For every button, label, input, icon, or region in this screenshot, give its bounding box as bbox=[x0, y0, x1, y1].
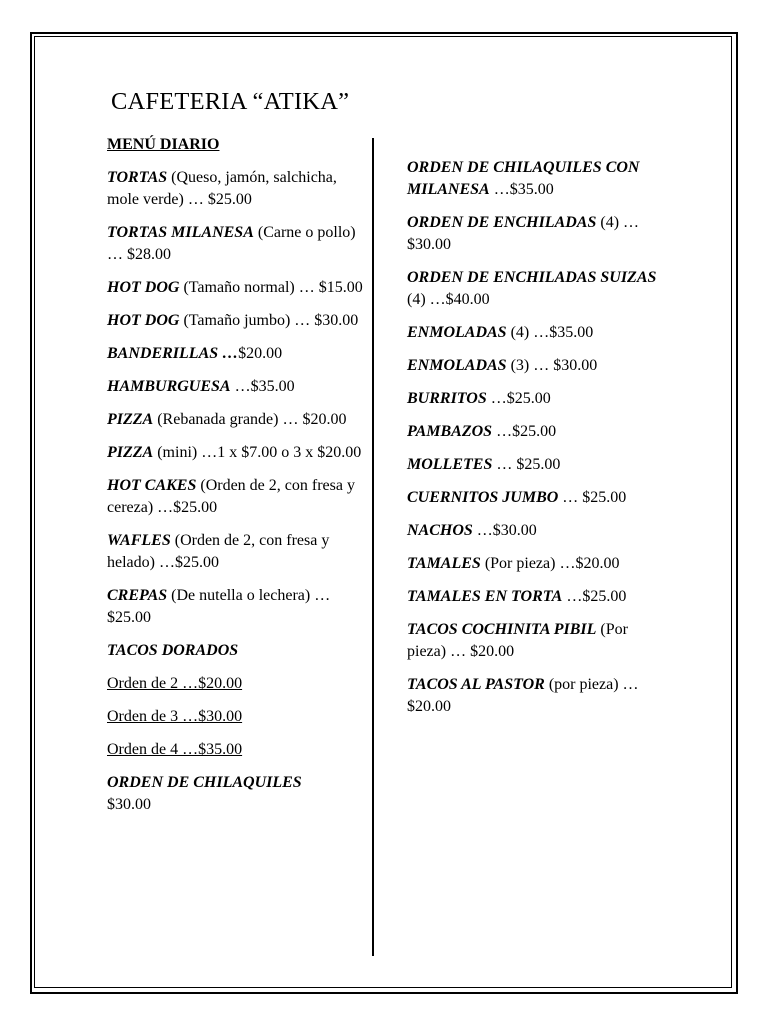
item-detail: $30.00 bbox=[107, 796, 151, 813]
menu-item bbox=[407, 520, 669, 542]
section-heading: MENÚ DIARIO bbox=[107, 136, 220, 153]
tacos-option: Orden de 3 …$30.00 bbox=[107, 708, 243, 725]
menu-right-column bbox=[407, 157, 669, 729]
menu-item bbox=[407, 157, 669, 201]
item-detail: $20.00 bbox=[238, 345, 283, 362]
item-name: TORTAS bbox=[107, 169, 168, 186]
item-name: CUERNITOS JUMBO bbox=[407, 489, 559, 506]
menu-item bbox=[107, 772, 369, 816]
item-name: ORDEN DE CHILAQUILES CON MILANESA bbox=[407, 159, 640, 198]
item-detail: …$35.00 bbox=[230, 378, 295, 395]
item-name: HOT CAKES bbox=[107, 477, 197, 494]
item-detail: (3) … $30.00 bbox=[506, 357, 598, 374]
item-name: ORDEN DE ENCHILADAS bbox=[407, 214, 597, 231]
item-detail: (Queso, jamón, salchicha, mole verde) … $25.00 bbox=[107, 169, 337, 208]
item-detail: …$35.00 bbox=[489, 181, 554, 198]
item-detail: (Orden de 2, con fresa y helado) …$25.00 bbox=[107, 532, 330, 571]
item-detail: (Tamaño normal) … $15.00 bbox=[179, 279, 363, 296]
item-detail: (Orden de 2, con fresa y cereza) …$25.00 bbox=[107, 477, 355, 516]
menu-item bbox=[107, 530, 369, 574]
menu-item bbox=[407, 421, 669, 443]
menu-item bbox=[107, 475, 369, 519]
item-name: TACOS DORADOS bbox=[107, 642, 239, 659]
item-detail: …$25.00 bbox=[562, 588, 627, 605]
menu-item bbox=[407, 674, 669, 718]
menu-item bbox=[407, 586, 669, 608]
menu-item bbox=[407, 212, 669, 256]
item-detail: …$25.00 bbox=[492, 423, 557, 440]
item-name: PAMBAZOS bbox=[407, 423, 493, 440]
menu-item bbox=[407, 619, 669, 663]
item-name: HAMBURGUESA bbox=[107, 378, 231, 395]
menu-item bbox=[407, 355, 669, 377]
menu-item bbox=[107, 442, 369, 464]
item-detail: …$25.00 bbox=[486, 390, 551, 407]
item-name: PIZZA bbox=[107, 444, 154, 461]
item-name: ORDEN DE CHILAQUILES bbox=[107, 774, 302, 791]
item-name: TACOS COCHINITA PIBIL bbox=[407, 621, 597, 638]
menu-item bbox=[107, 277, 369, 299]
item-detail: (Por pieza) …$20.00 bbox=[480, 555, 620, 572]
item-detail: (por pieza) … $20.00 bbox=[407, 676, 639, 715]
item-name: NACHOS bbox=[407, 522, 473, 539]
menu-item bbox=[407, 454, 669, 476]
item-name: TAMALES EN TORTA bbox=[407, 588, 563, 605]
item-name: CREPAS bbox=[107, 587, 168, 604]
item-name: HOT DOG bbox=[107, 312, 180, 329]
menu-item bbox=[107, 167, 369, 211]
item-detail: … $25.00 bbox=[492, 456, 561, 473]
item-name: HOT DOG bbox=[107, 279, 180, 296]
menu-item bbox=[107, 343, 369, 365]
item-detail: (Rebanada grande) … $20.00 bbox=[153, 411, 347, 428]
menu-item bbox=[407, 322, 669, 344]
item-detail: (Por pieza) … $20.00 bbox=[407, 621, 628, 660]
menu-item bbox=[107, 585, 369, 629]
menu-item bbox=[107, 310, 369, 332]
menu-item bbox=[407, 267, 669, 311]
item-detail: (Carne o pollo) … $28.00 bbox=[107, 224, 356, 263]
item-name: ORDEN DE ENCHILADAS SUIZAS bbox=[407, 269, 657, 286]
item-name: ENMOLADAS bbox=[407, 357, 507, 374]
item-name: BANDERILLAS … bbox=[107, 345, 239, 362]
item-name: TORTAS MILANESA bbox=[107, 224, 254, 241]
menu-item bbox=[407, 553, 669, 575]
item-name: BURRITOS bbox=[407, 390, 487, 407]
item-detail: … $25.00 bbox=[558, 489, 627, 506]
item-name: TAMALES bbox=[407, 555, 481, 572]
menu-item bbox=[107, 409, 369, 431]
item-detail: (4) …$40.00 bbox=[407, 291, 490, 308]
tacos-option: Orden de 4 …$35.00 bbox=[107, 741, 243, 758]
item-detail: (De nutella o lechera) … $25.00 bbox=[107, 587, 331, 626]
item-name: TACOS AL PASTOR bbox=[407, 676, 545, 693]
item-detail: (mini) …1 x $7.00 o 3 x $20.00 bbox=[153, 444, 362, 461]
menu-item bbox=[407, 487, 669, 509]
item-detail: (4) … $30.00 bbox=[407, 214, 640, 253]
item-detail: (4) …$35.00 bbox=[506, 324, 594, 341]
menu-item bbox=[107, 376, 369, 398]
item-name: ENMOLADAS bbox=[407, 324, 507, 341]
item-name: PIZZA bbox=[107, 411, 154, 428]
menu-item bbox=[107, 640, 369, 662]
item-name: WAFLES bbox=[107, 532, 171, 549]
item-detail: …$30.00 bbox=[472, 522, 537, 539]
menu-item bbox=[407, 388, 669, 410]
menu-item bbox=[107, 222, 369, 266]
column-divider bbox=[372, 138, 374, 956]
cafeteria-title: CAFETERIA “ATIKA” bbox=[111, 88, 350, 115]
tacos-option: Orden de 2 …$20.00 bbox=[107, 675, 243, 692]
item-detail: (Tamaño jumbo) … $30.00 bbox=[179, 312, 359, 329]
menu-left-column bbox=[107, 134, 369, 827]
item-name: MOLLETES bbox=[407, 456, 493, 473]
